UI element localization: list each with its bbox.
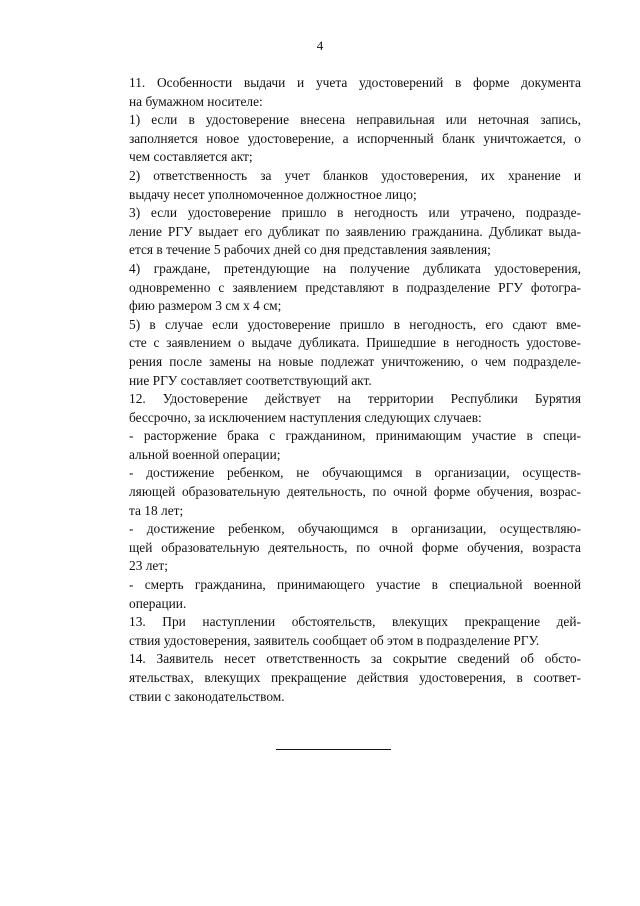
text-line: ствия удостоверения, заявитель сообщает об этом в подразделение РГУ. bbox=[129, 632, 540, 648]
text-line: одновременно с заявлением представляют в подразделение РГУ фотогра- bbox=[129, 279, 581, 295]
paragraph-12-case-divorce bbox=[91, 427, 581, 464]
text-line: - расторжение брака с гражданином, принимающим участие в специ- bbox=[129, 428, 581, 444]
text-line: 3) если удостоверение пришло в негодность или утрачено, подразде- bbox=[129, 205, 581, 221]
paragraph-12-case-death bbox=[91, 576, 581, 613]
text-line: выдачу несет уполномоченное должностное лицо; bbox=[129, 186, 417, 202]
text-line: ление РГУ выдает его дубликат по заявлению гражданина. Дубликат выда- bbox=[129, 223, 581, 239]
text-line: фию размером 3 см х 4 см; bbox=[129, 298, 282, 314]
text-line: 14. Заявитель несет ответственность за сокрытие сведений об обсто- bbox=[129, 651, 581, 667]
paragraph-11-item-2 bbox=[91, 167, 581, 204]
paragraph-11-item-1 bbox=[91, 111, 581, 167]
text-line: бессрочно, за исключением наступления следующих случаев: bbox=[129, 409, 482, 425]
text-line: 13. При наступлении обстоятельств, влекущих прекращение дей- bbox=[129, 614, 581, 630]
text-line: чем составляется акт; bbox=[129, 149, 253, 165]
text-line: - достижение ребенком, не обучающимся в организации, осуществ- bbox=[129, 465, 581, 481]
paragraph-11 bbox=[91, 74, 581, 111]
text-line: 1) если в удостоверение внесена неправильная или неточная запись, bbox=[129, 112, 581, 128]
page-number: 4 bbox=[316, 38, 324, 53]
document-body bbox=[91, 74, 581, 706]
text-line: операции. bbox=[129, 595, 187, 611]
text-line: сте с заявлением о выдаче дубликата. Пришедшие в негодность удостове- bbox=[129, 335, 581, 351]
paragraph-12-case-age-23 bbox=[91, 520, 581, 576]
paragraph-14 bbox=[91, 650, 581, 706]
text-line: альной военной операции; bbox=[129, 446, 281, 462]
text-line: 4) граждане, претендующие на получение дубликата удостоверения, bbox=[129, 260, 581, 276]
text-line: ние РГУ составляет соответствующий акт. bbox=[129, 372, 372, 388]
text-line: та 18 лет; bbox=[129, 502, 184, 518]
text-line: - смерть гражданина, принимающего участие в специальной военной bbox=[129, 577, 581, 593]
paragraph-12 bbox=[91, 390, 581, 427]
text-line: на бумажном носителе: bbox=[129, 93, 263, 109]
text-line: ятельствах, влекущих прекращение действия удостоверения, в соответ- bbox=[129, 670, 581, 685]
text-line: 2) ответственность за учет бланков удостоверения, их хранение и bbox=[129, 167, 581, 183]
text-line: ляющей образовательную деятельность, по очной форме обучения, возрас- bbox=[129, 484, 581, 500]
text-line: рения после замены на новые подлежат уничтожению, о чем подразделе- bbox=[129, 353, 581, 369]
text-line: 12. Удостоверение действует на территории Республики Бурятия bbox=[129, 391, 581, 407]
text-line: 5) в случае если удостоверение пришло в негодность, его сдают вме- bbox=[129, 316, 581, 332]
text-line: щей образовательную деятельность, по очной форме обучения, возраста bbox=[129, 539, 581, 555]
text-line: - достижение ребенком, обучающимся в организации, осуществляю- bbox=[129, 521, 581, 537]
text-line: ется в течение 5 рабочих дней со дня представления заявления; bbox=[129, 242, 491, 258]
paragraph-11-item-4 bbox=[91, 260, 581, 316]
paragraph-13 bbox=[91, 613, 581, 650]
text-line: 11. Особенности выдачи и учета удостоверений в форме документа bbox=[129, 75, 581, 90]
paragraph-12-case-age-18 bbox=[91, 464, 581, 520]
text-line: 23 лет; bbox=[129, 558, 168, 574]
text-line: ствии с законодательством. bbox=[129, 688, 285, 704]
closing-separator-line bbox=[276, 749, 391, 750]
paragraph-11-item-5 bbox=[91, 316, 581, 390]
text-line: заполняется новое удостоверение, а испорченный бланк уничтожается, о bbox=[129, 130, 581, 146]
paragraph-11-item-3 bbox=[91, 204, 581, 260]
